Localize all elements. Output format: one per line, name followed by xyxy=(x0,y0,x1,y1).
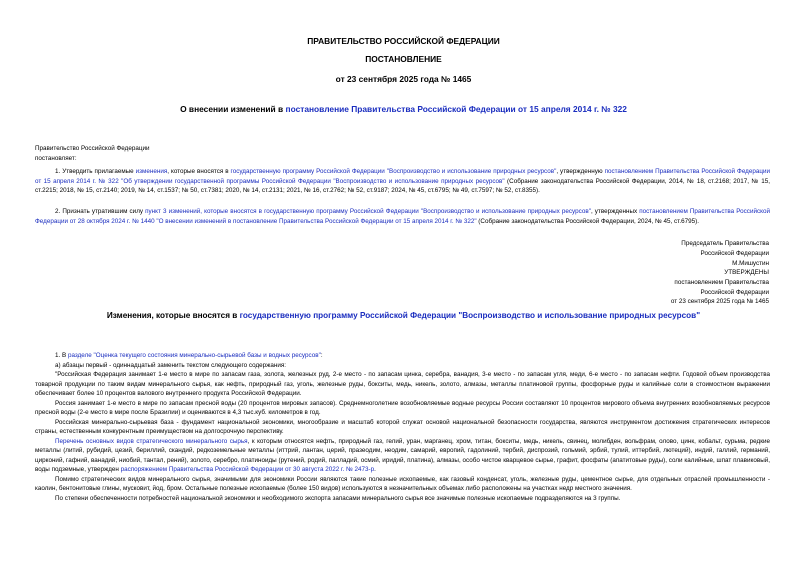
changes-title-prefix: Изменения, которые вносятся в xyxy=(106,311,240,320)
intro-block xyxy=(35,144,770,163)
section1-sub-a: а) абзацы первый - одиннадцатый заменить текстом следующего содержания: xyxy=(55,361,287,369)
doc-title xyxy=(0,104,807,114)
item2-link-point3[interactable]: пункт 3 изменений, которые вносятся в государственную программу Российской Федерации "Воспроизводство и использование природных ресурсов" xyxy=(145,208,591,215)
section1-paragraph-5: Помимо стратегических видов минерального сырья, значимыми для экономики России являются такие полезные ископаемые, как газовый конденсат, уголь, железные руды, цементное сырье, для отдельных отраслей промышленности - каолин, бентонитовые глины, мусковит, йод, бром. Остальные полезные ископаемые (более 150 видов) используются в незначительных объемах либо расположены на участках недр местного значения. xyxy=(35,475,770,492)
section1-paragraph-4 xyxy=(35,437,770,475)
doc-type: ПОСТАНОВЛЕНИЕ xyxy=(365,54,442,64)
item-2 xyxy=(35,207,770,226)
section1-text-b: : xyxy=(320,352,323,359)
section1-paragraph-2: Россия занимает 1-е место в мире по запасам пресной воды (20 процентов мировых запасов). Среднемноголетние возобновляемые водные ресурсы России составляют 10 процентов мирового объема внутренних возобновляемых ресурсов пресной воды (2-е место в мире после Бразилии) и оцениваются в 4,3 тыс.куб. километров в год. xyxy=(35,399,770,416)
signature-line-1: Председатель Правительства xyxy=(681,240,769,247)
section1-p4-text-a: , к которым относятся нефть, природный газ, гелий, уран, марганец, хром, титан, бокситы, медь, никель, свинец, молибден, вольфрам, олово, цинк, кобальт, сурьма, редкие металлы (литий, рубидий, цезий, бериллий, скандий, редкоземельные металлы (иттрий, лантан, церий, празеодим, неодим, самарий, европий, гадолиний, тербий, диспрозий, гольмий, эрбий, тулий, иттербий, лютеций), индий, галлий, германий, цирконий, гафний, ванадий, ниобий, тантал, рений), золото, серебро, платиноиды (рутений, родий, палладий, осмий, иридий, платина), алмазы, особо чистое кварцевое сырье, графит, фосфаты (апатитовые руды), соли калийные, шпат плавиковый, воды подземные, утвержден xyxy=(35,437,770,473)
section1-paragraph-1: "Российская Федерация занимает 1-е место в мире по запасам газа, золота, железных руд, 2-е место - по запасам цинка, серебра, ванадия, 3-е место - по запасам угля, меди, 6-е место - по запасам нефти. Годовой объем производства товарной продукции по таким видам минерального сырья, как нефть, природный газ, уголь, железные руды, бокситы, медь, никель, золото, алмазы, металлы платиновой группы, фосфорные руды и калийные соли в стоимостном выражении обеспечивает более 10 процентов валового внутреннего продукта Российской Федерации. xyxy=(35,371,770,397)
signature-line-2: Российской Федерации xyxy=(700,249,769,257)
section1-p4-text-b: . xyxy=(374,466,376,473)
section-1 xyxy=(35,351,770,503)
item1-link-resolution[interactable]: постановлением Правительства Российской Федерации от 15 апреля 2014 г. № 322 "Об утверждении государственной программы Российской Федерации "Воспроизводство и использование природных ресурсов" xyxy=(35,168,771,185)
item1-text-d: (Собрание законодательства Российской Федерации, 2014, № 18, ст.2168; 2017, № 15, ст.2215; 2018, № 15, ст.2140; 2019, № 14, ст.1537; № 50, ст.7381; 2020, № 14, ст.2131; 2021, № 16, ст.2762; № 52, ст.9187; 2024, № 45, ст.6795; № 49, ст.7597; № 52, ст.8355). xyxy=(35,177,771,194)
doc-title-prefix: О внесении изменений в xyxy=(180,104,286,114)
item1-link-program[interactable]: государственную программу Российской Федерации "Воспроизводство и использование природных ресурсов" xyxy=(230,168,557,175)
item1-link-changes[interactable]: изменения xyxy=(135,168,168,175)
section1-heading xyxy=(35,351,770,361)
signature-name: М.Мишустин xyxy=(732,259,769,267)
section1-link[interactable]: разделе "Оценка текущего состояния минерально-сырьевой базы и водных ресурсов" xyxy=(67,352,321,359)
org-title: ПРАВИТЕЛЬСТВО РОССИЙСКОЙ ФЕДЕРАЦИИ xyxy=(307,36,500,46)
changes-title-link[interactable]: государственную программу Российской Федерации "Воспроизводство и использование природных ресурсов" xyxy=(239,311,701,320)
item1-text-b: , которые вносятся в xyxy=(167,168,231,175)
intro-line-2: постановляет: xyxy=(35,154,77,162)
approved-line-3: Российской Федерации xyxy=(700,288,769,296)
intro-line-1: Правительство Российской Федерации xyxy=(35,145,150,152)
item2-text-c: (Собрание законодательства Российской Федерации, 2024, № 45, ст.6795). xyxy=(476,217,699,225)
section1-text-a: 1. В xyxy=(55,352,68,359)
item2-text-a: 2. Признать утратившим силу xyxy=(55,208,146,215)
section1-paragraph-3: Российская минерально-сырьевая база - фундамент национальной экономики, многообразие и масштаб которой служат основой национальной безопасности государства, являются инструментом достижения стратегических интересов страны, естественным конкурентным преимуществом на долгосрочную перспективу. xyxy=(35,418,770,435)
approved-block xyxy=(671,268,769,307)
item1-text-a: 1. Утвердить прилагаемые xyxy=(55,168,136,175)
section1-paragraph-6: По степени обеспеченности потребностей национальной экономики и необходимого экспорта запасами минерального сырья все значимые полезные ископаемые подразделяются на 3 группы. xyxy=(55,494,621,502)
doc-title-link[interactable]: постановление Правительства Российской Федерации от 15 апреля 2014 г. № 322 xyxy=(285,104,627,114)
item2-text-b: , утвержденных xyxy=(590,208,640,215)
doc-date: от 23 сентября 2025 года № 1465 xyxy=(335,74,472,84)
approved-line-1: УТВЕРЖДЕНЫ xyxy=(724,269,769,276)
signature-block xyxy=(681,239,769,268)
changes-title xyxy=(0,311,807,320)
approved-line-4: от 23 сентября 2025 года № 1465 xyxy=(670,298,769,306)
section1-p4-link-list[interactable]: Перечень основных видов стратегического минерального сырья xyxy=(55,437,248,445)
item2-link-resolution[interactable]: постановлением Правительства Российской Федерации от 28 октября 2024 г. № 1440 "О внесении изменений в постановление Правительства Российской Федерации от 15 апреля 2014 г. № 322" xyxy=(35,208,770,225)
section1-p4-link-order[interactable]: распоряжением Правительства Российской Федерации от 30 августа 2022 г. № 2473-р xyxy=(120,466,375,473)
approved-line-2: постановлением Правительства xyxy=(674,278,769,286)
item1-text-c: , утвержденную xyxy=(556,168,605,175)
item-1 xyxy=(35,167,770,196)
